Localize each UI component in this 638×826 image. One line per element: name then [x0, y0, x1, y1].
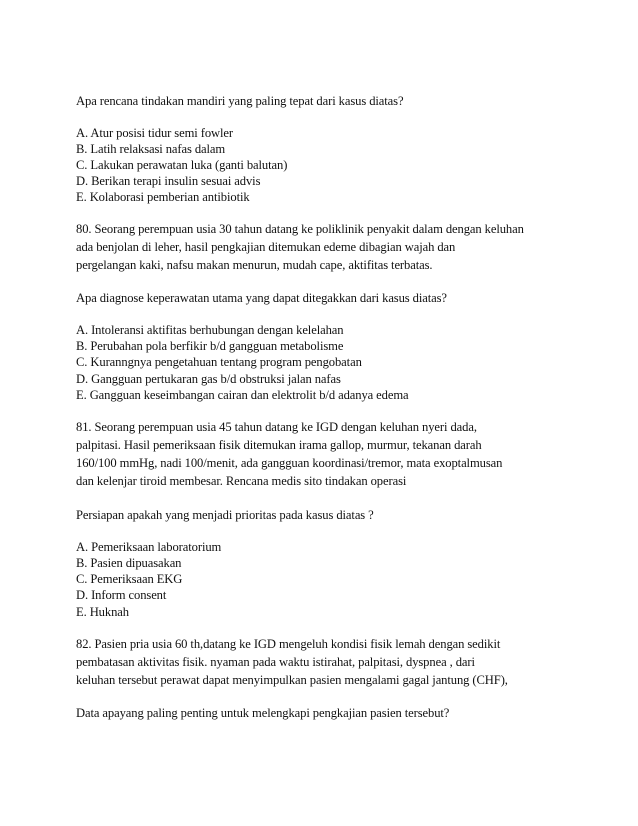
q80-case-line: pergelangan kaki, nafsu makan menurun, mudah cape, aktifitas terbatas.: [76, 258, 433, 272]
q79-option-b: B. Latih relaksasi nafas dalam: [76, 142, 226, 156]
q81-prompt: Persiapan apakah yang menjadi prioritas pada kasus diatas ?: [76, 508, 374, 522]
q79-option-a: A. Atur posisi tidur semi fowler: [76, 126, 234, 140]
q79-option-e: E. Kolaborasi pemberian antibiotik: [76, 190, 250, 204]
q81-option-a: A. Pemeriksaan laboratorium: [76, 540, 222, 554]
q79-option-c: C. Lakukan perawatan luka (ganti balutan): [76, 158, 288, 172]
q79-option-d: D. Berikan terapi insulin sesuai advis: [76, 174, 261, 188]
q80-case-line: ada benjolan di leher, hasil pengkajian ditemukan edeme dibagian wajah dan: [76, 240, 456, 254]
q81-case-line: palpitasi. Hasil pemeriksaan fisik ditemukan irama gallop, murmur, tekanan darah: [76, 438, 482, 452]
q82-case-line: pembatasan aktivitas fisik. nyaman pada waktu istirahat, palpitasi, dyspnea , dari: [76, 655, 475, 669]
q80-option-a: A. Intoleransi aktifitas berhubungan dengan kelelahan: [76, 323, 344, 337]
q80-option-d: D. Gangguan pertukaran gas b/d obstruksi jalan nafas: [76, 372, 341, 386]
q80-option-c: C. Kuranngnya pengetahuan tentang program pengobatan: [76, 355, 362, 369]
q81-case-line: dan kelenjar tiroid membesar. Rencana medis sito tindakan operasi: [76, 474, 407, 488]
q81-option-c: C. Pemeriksaan EKG: [76, 572, 183, 586]
q82-prompt: Data apayang paling penting untuk melengkapi pengkajian pasien tersebut?: [76, 706, 450, 720]
q82-case-line: 82. Pasien pria usia 60 th,datang ke IGD mengeluh kondisi fisik lemah dengan sedikit: [76, 637, 501, 651]
q80-case-line: 80. Seorang perempuan usia 30 tahun datang ke poliklinik penyakit dalam dengan keluhan: [76, 222, 524, 236]
q81-option-b: B. Pasien dipuasakan: [76, 556, 182, 570]
q81-case-line: 160/100 mmHg, nadi 100/menit, ada gangguan koordinasi/tremor, mata exoptalmusan: [76, 456, 503, 470]
q81-option-e: E. Huknah: [76, 605, 129, 619]
q81-option-d: D. Inform consent: [76, 588, 167, 602]
q80-option-b: B. Perubahan pola berfikir b/d gangguan metabolisme: [76, 339, 344, 353]
q80-option-e: E. Gangguan keseimbangan cairan dan elektrolit b/d adanya edema: [76, 388, 409, 402]
q82-case-line: keluhan tersebut perawat dapat menyimpulkan pasien mengalami gagal jantung (CHF),: [76, 673, 508, 687]
q79-prompt: Apa rencana tindakan mandiri yang paling tepat dari kasus diatas?: [76, 94, 404, 108]
q81-case-line: 81. Seorang perempuan usia 45 tahun datang ke IGD dengan keluhan nyeri dada,: [76, 420, 477, 434]
q80-prompt: Apa diagnose keperawatan utama yang dapat ditegakkan dari kasus diatas?: [76, 291, 447, 305]
